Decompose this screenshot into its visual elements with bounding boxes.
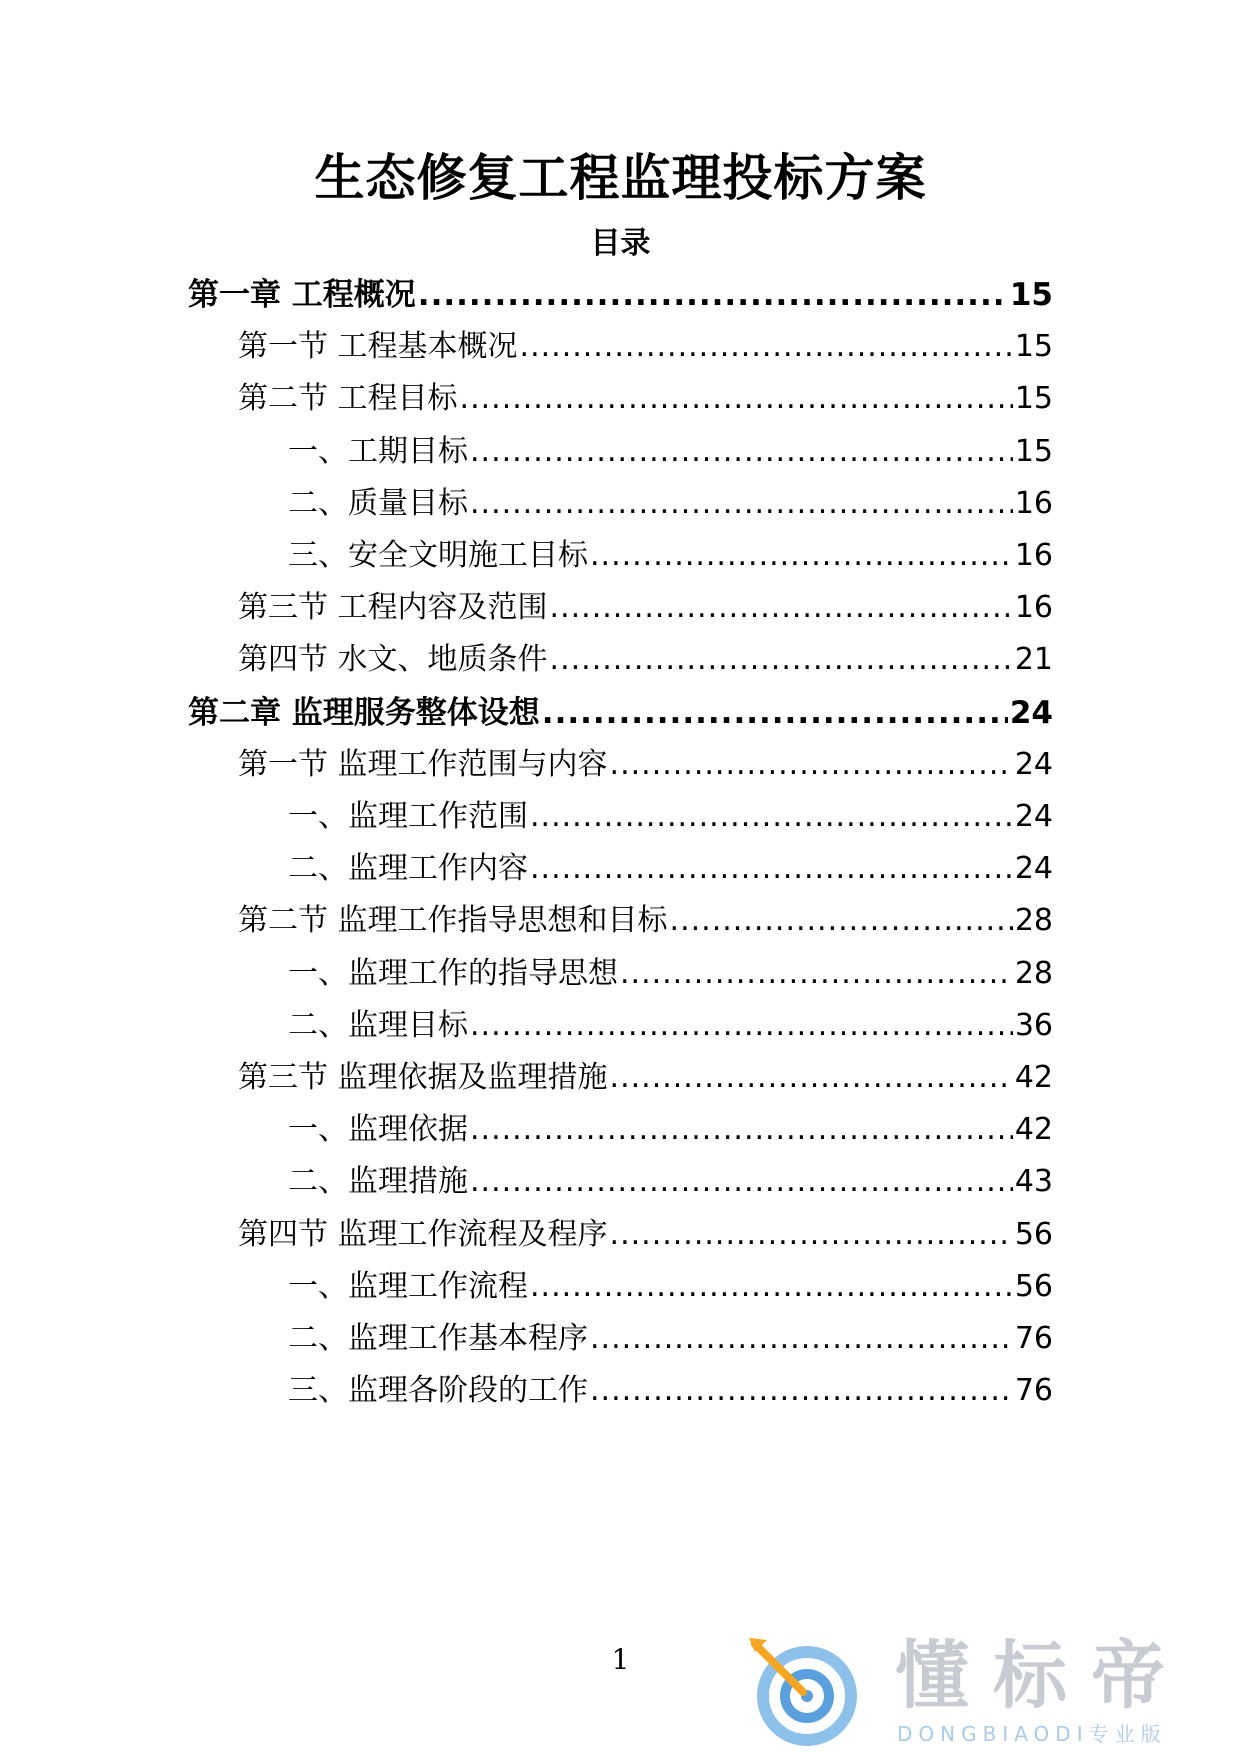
toc-entry-page: 15: [1014, 329, 1053, 365]
toc-entry[interactable]: [238, 622, 1053, 680]
toc-entry[interactable]: [288, 1301, 1053, 1359]
toc-entry-page: 16: [1014, 538, 1053, 573]
watermark-brand: 懂标帝: [895, 1633, 1189, 1719]
toc-entry[interactable]: [238, 883, 1053, 941]
toc-entry-label: 第四节 水文、地质条件: [238, 642, 548, 678]
toc-entry-label: 第四节 监理工作流程及程序: [238, 1216, 608, 1252]
watermark: [745, 1630, 1235, 1750]
toc-entry-page: 76: [1014, 1321, 1053, 1356]
toc-entry[interactable]: [288, 466, 1053, 524]
toc-entry[interactable]: [288, 518, 1053, 576]
toc-entry[interactable]: [288, 779, 1053, 837]
toc-entry-page: 76: [1014, 1373, 1053, 1409]
toc-entry-label: 一、监理工作流程: [288, 1268, 528, 1304]
toc-entry-page: 28: [1014, 955, 1053, 991]
toc-entry-page: 56: [1014, 1268, 1053, 1304]
toc-entry-page: 24: [1014, 799, 1053, 834]
toc-entry-page: 42: [1014, 1112, 1053, 1148]
toc-entry-label: 一、监理工作范围: [288, 799, 528, 834]
toc-entry-page: 24: [1009, 694, 1053, 731]
page-number: 1: [611, 1643, 630, 1676]
toc-entry-label: 一、工期目标: [288, 433, 468, 469]
toc-heading: 目录: [590, 226, 651, 261]
toc-entry[interactable]: [288, 1249, 1053, 1307]
toc-entry-label: 二、监理工作内容: [288, 851, 528, 887]
toc-entry-label: 第二章 监理服务整体设想: [188, 694, 540, 731]
toc-entry[interactable]: [288, 1144, 1053, 1202]
toc-entry-label: 第三节 监理依据及监理措施: [238, 1060, 608, 1095]
toc-dot-leader: [590, 1371, 1013, 1411]
toc-entry-page: 56: [1014, 1216, 1053, 1252]
toc-entry[interactable]: [238, 727, 1053, 785]
toc-entry[interactable]: [288, 414, 1053, 472]
toc-entry-label: 第三节 工程内容及范围: [238, 590, 548, 626]
toc-entry-label: 三、安全文明施工目标: [288, 538, 588, 573]
toc-entry-page: 42: [1014, 1060, 1053, 1095]
toc-entry[interactable]: [238, 1040, 1053, 1098]
toc-entry-page: 43: [1014, 1164, 1053, 1200]
toc-entry-label: 一、监理依据: [288, 1112, 468, 1148]
toc-entry-label: 二、监理目标: [288, 1007, 468, 1043]
toc-entry[interactable]: [288, 1092, 1053, 1150]
toc-entry-page: 15: [1014, 381, 1053, 417]
toc-entry-label: 第一节 工程基本概况: [238, 329, 518, 365]
toc-entry-page: 28: [1014, 903, 1053, 939]
target-arrow-icon: [745, 1630, 865, 1750]
document-title: 生态修复工程监理投标方案: [314, 149, 927, 207]
toc-entry-page: 16: [1014, 485, 1053, 521]
toc-entry-page: 24: [1014, 746, 1053, 782]
toc-entry[interactable]: [288, 831, 1053, 889]
toc-entry-page: 36: [1014, 1007, 1053, 1043]
toc-entry-label: 第二节 工程目标: [238, 381, 458, 417]
toc-entry[interactable]: [288, 988, 1053, 1046]
toc-entry-label: 第一节 监理工作范围与内容: [238, 746, 608, 782]
toc-entry-label: 二、监理措施: [288, 1164, 468, 1200]
toc-entry[interactable]: [238, 1197, 1053, 1255]
toc-entry-label: 一、监理工作的指导思想: [288, 955, 618, 991]
toc-entry[interactable]: [288, 1353, 1053, 1411]
toc-entry-page: 15: [1014, 433, 1053, 469]
watermark-subtitle: DONGBIAODI专业版: [897, 1722, 1167, 1746]
toc-entry-page: 16: [1014, 590, 1053, 626]
toc-entry-label: 二、质量目标: [288, 485, 468, 521]
toc-entry-page: 15: [1009, 277, 1053, 313]
toc-entry[interactable]: [238, 361, 1053, 419]
toc-entry[interactable]: [238, 570, 1053, 628]
toc-entry-label: 二、监理工作基本程序: [288, 1321, 588, 1356]
toc-entry-label: 第一章 工程概况: [188, 277, 416, 313]
toc-entry-page: 24: [1014, 851, 1053, 887]
toc-entry[interactable]: [188, 675, 1053, 733]
toc-entry[interactable]: [238, 309, 1053, 367]
toc-entry-label: 三、监理各阶段的工作: [288, 1373, 588, 1409]
toc-entry[interactable]: [288, 936, 1053, 994]
toc-entry[interactable]: [188, 257, 1053, 315]
toc-entry-page: 21: [1014, 642, 1053, 678]
toc-entry-label: 第二节 监理工作指导思想和目标: [238, 903, 668, 939]
